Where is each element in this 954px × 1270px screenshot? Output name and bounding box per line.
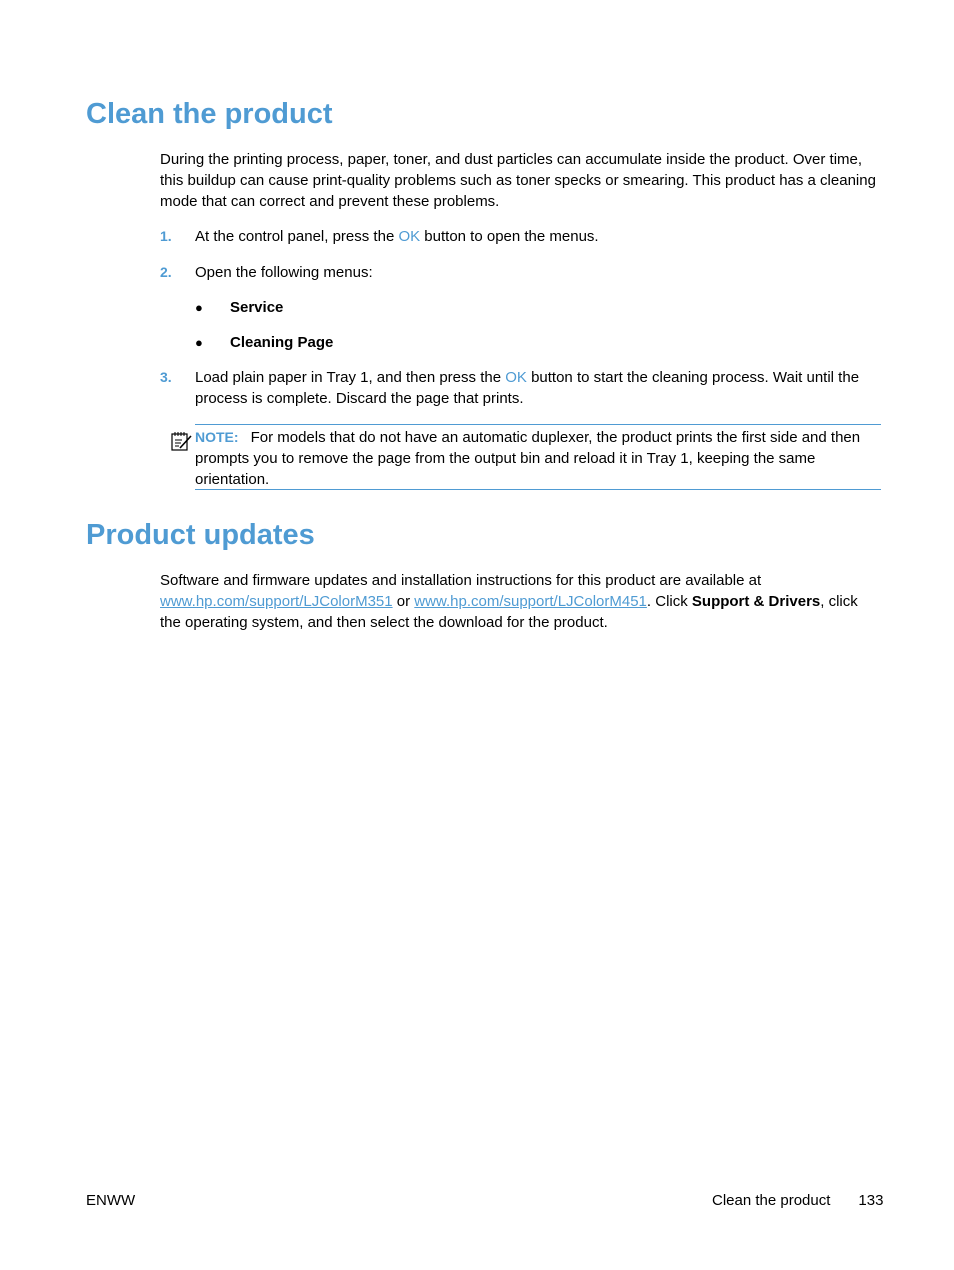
section-title-updates: Product updates xyxy=(86,519,315,551)
step-text-part: button to open the menus. xyxy=(420,228,599,245)
step-number: 3. xyxy=(160,369,172,385)
menu-name: Service xyxy=(230,299,284,316)
paragraph-text: , click the operating system, and then select the download for the product. xyxy=(160,593,858,631)
note-box xyxy=(195,424,881,490)
footer-enww: ENWW xyxy=(86,1192,136,1209)
note-pad-icon xyxy=(170,430,192,452)
step-text-part: Load plain paper in Tray 1, and then press the xyxy=(195,369,506,386)
footer-section: Clean the product xyxy=(712,1192,831,1209)
bullet-icon: ● xyxy=(195,300,203,315)
step-text-part: At the control panel, press the xyxy=(195,228,399,245)
ok-key-label: OK xyxy=(505,369,527,386)
section-title-clean: Clean the product xyxy=(86,98,333,130)
paragraph-text: . Click xyxy=(646,593,692,610)
step-number: 2. xyxy=(160,264,172,280)
intro-paragraph: During the printing process, paper, toner, and dust particles can accumulate inside the product. Over time, this buildup can cause print-quality problems such as toner specks or smearing. This product has a cleaning mode that can correct and prevent these problems. xyxy=(160,151,876,210)
bullet-icon: ● xyxy=(195,335,203,350)
paragraph-text: Software and firmware updates and installation instructions for this product are available at xyxy=(160,572,762,589)
step-text-part: button to start the cleaning process. Wait until the process is complete. Discard the page that prints. xyxy=(195,369,860,407)
ok-key-label: OK xyxy=(398,228,421,245)
menu-name: Cleaning Page xyxy=(230,334,334,351)
footer-right xyxy=(712,1190,883,1211)
support-drivers-label: Support & Drivers xyxy=(691,593,821,610)
note-body: For models that do not have an automatic duplexer, the product prints the first side and then prompts you to remove the page from the output bin and reload it in Tray 1, keeping the same orientation. xyxy=(195,429,861,488)
step-text xyxy=(195,226,885,247)
note-label: NOTE: xyxy=(195,429,239,445)
step-number: 1. xyxy=(160,228,172,244)
paragraph-text: or xyxy=(392,593,415,610)
step-text xyxy=(195,367,885,409)
step-text: Open the following menus: xyxy=(195,264,373,281)
note-text xyxy=(195,427,881,490)
link-ljcolorm451[interactable]: www.hp.com/support/LJColorM451 xyxy=(414,593,647,610)
link-ljcolorm351[interactable]: www.hp.com/support/LJColorM351 xyxy=(160,593,393,610)
updates-paragraph xyxy=(160,570,882,633)
page-number: 133 xyxy=(858,1192,884,1209)
